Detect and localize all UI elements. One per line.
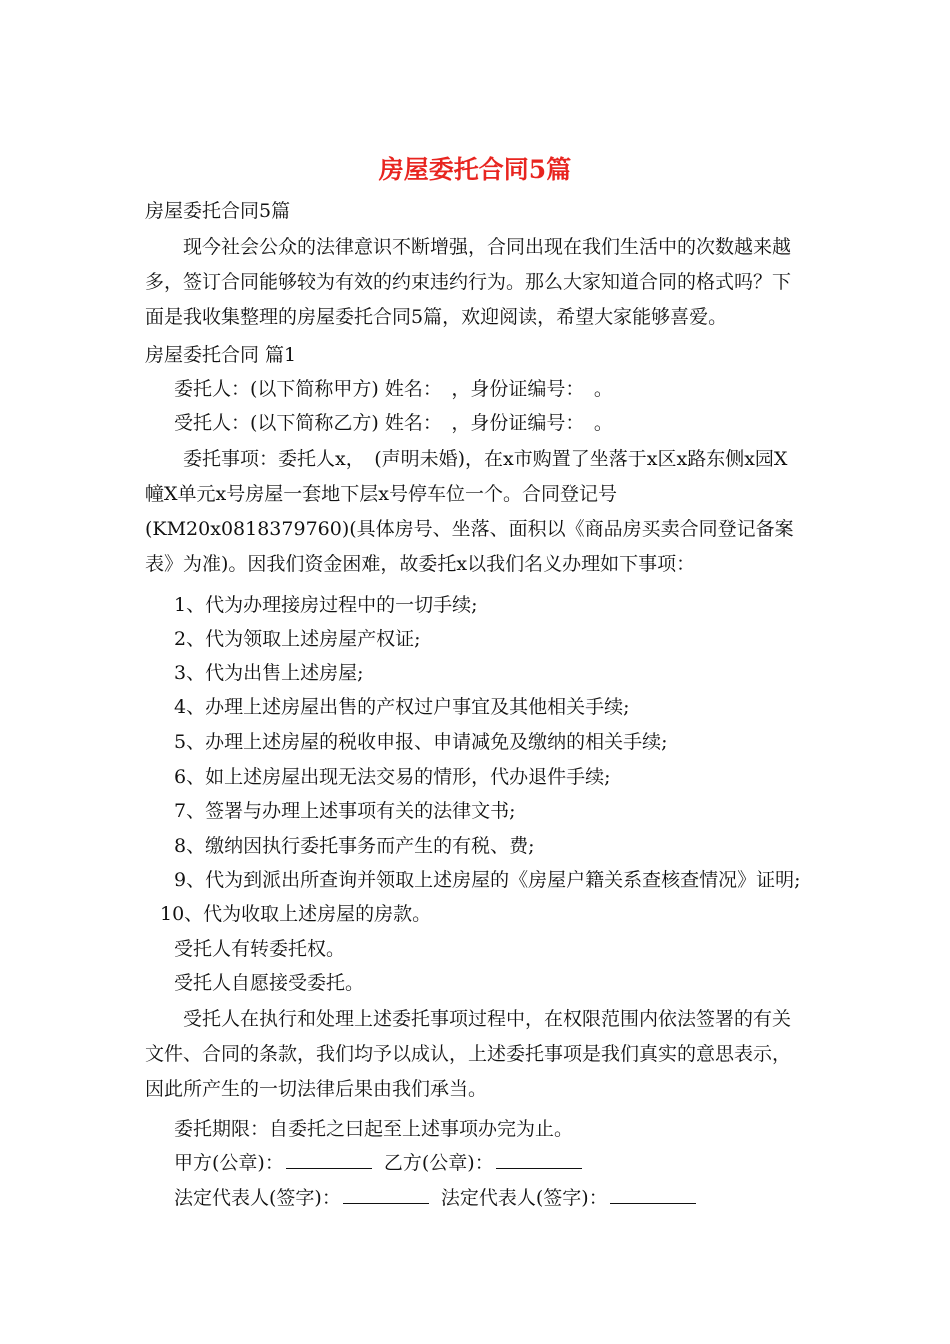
list-item: 3、代为出售上述房屋; (174, 662, 364, 684)
list-item: 1、代为办理接房过程中的一切手续; (174, 594, 478, 616)
intro-paragraph: 现今社会公众的法律意识不断增强，合同出现在我们生活中的次数越来越多，签订合同能够较为有效的约束违约行为。那么大家知道合同的格式吗？下面是我收集整理的房屋委托合同5篇，欢迎阅读，希望大家能够喜爱。 (145, 236, 792, 328)
party-b-seal-blank[interactable] (496, 1150, 582, 1169)
section-heading: 房屋委托合同 篇1 (145, 344, 297, 366)
list-item: 7、签署与办理上述事项有关的法律文书; (174, 800, 516, 822)
party-a-seal-label: 甲方(公章)： (174, 1152, 284, 1174)
list-item: 2、代为领取上述房屋产权证; (174, 628, 421, 650)
seal-line (174, 1150, 588, 1176)
matter-paragraph: 委托事项：委托人x， (声明未婚)，在x市购置了坐落于x区x路东侧x园X幢X单元x号房屋一套地下层x号停车位一个。合同登记号(KM20x0818379760)(具体房号、坐落、面积以《商品房买卖合同登记备案表》为准)。因我们资金困难，故委托x以我们名义办理如下事项： (145, 448, 794, 575)
term-line: 委托期限：自委托之曰起至上述事项办完为止。 (174, 1118, 574, 1140)
party-b-rep-blank[interactable] (610, 1185, 696, 1204)
party-a-rep-blank[interactable] (343, 1185, 429, 1204)
acceptance-line: 受托人自愿接受委托。 (174, 972, 365, 994)
party-a-seal-blank[interactable] (286, 1150, 372, 1169)
party-b-rep-label: 法定代表人(签字)： (440, 1187, 608, 1209)
list-item: 5、办理上述房屋的税收申报、申请减免及缴纳的相关手续; (174, 731, 668, 753)
party-b-seal-label: 乙方(公章)： (383, 1152, 494, 1174)
list-item: 10、代为收取上述房屋的房款。 (160, 903, 432, 925)
confirmation-paragraph: 受托人在执行和处理上述委托事项过程中，在权限范围内依法签署的有关文件、合同的条款，我们均予以成认，上述委托事项是我们真实的意思表示，因此所产生的一切法律后果由我们承当。 (145, 1008, 792, 1100)
document-title: 房屋委托合同5篇 (378, 155, 572, 184)
party-a-rep-label: 法定代表人(签字)： (174, 1187, 341, 1209)
representative-line (174, 1185, 702, 1211)
sub-delegation-line: 受托人有转委托权。 (174, 938, 346, 960)
principal-line: 委托人：(以下简称甲方) 姓名： ，身份证编号： 。 (174, 378, 613, 400)
document-subtitle: 房屋委托合同5篇 (145, 200, 291, 222)
list-item: 9、代为到派出所查询并领取上述房屋的《房屋户籍关系查核查情况》证明; (174, 869, 801, 891)
agent-line: 受托人：(以下简称乙方) 姓名： ，身份证编号： 。 (174, 412, 613, 434)
list-item: 6、如上述房屋出现无法交易的情形，代办退件手续; (174, 766, 611, 788)
list-item: 4、办理上述房屋出售的产权过户事宜及其他相关手续; (174, 696, 630, 718)
list-item: 8、缴纳因执行委托事务而产生的有税、费; (174, 835, 535, 857)
